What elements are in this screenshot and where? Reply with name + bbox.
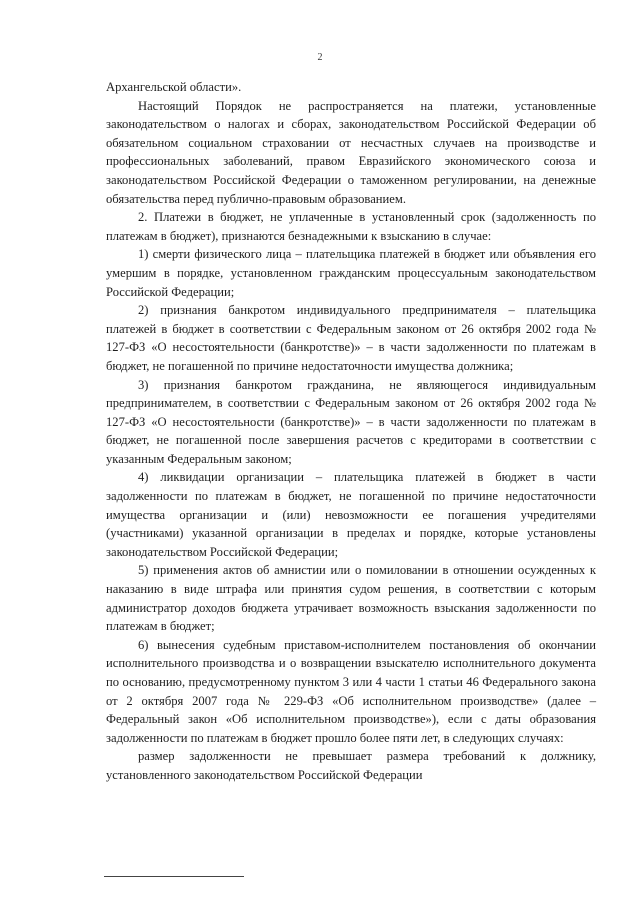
- paragraph-item-5: 5) применения актов об амнистии или о помиловании в отношении осужденных к наказанию в виде штрафа или принятия судом решения, в соответствии с которым администратор доходов бюджета утрачивает возможность взыскания задолженности по платежам в бюджет;: [106, 563, 596, 634]
- paragraph-scope-exclusion: Настоящий Порядок не распространяется на платежи, установленные законодательством о налогах и сборах, законодательством Российской Федерации об обязательном социальном страховании от несчастных случаев на производстве и профессиональных заболеваний, правом Евразийского экономического союза и законодательством Российской Федерации о таможенном регулировании, на денежные обязательства перед публично-правовым образованием.: [106, 98, 596, 206]
- document-body: [106, 78, 596, 785]
- paragraph-item-3: 3) признания банкротом гражданина, не являющегося индивидуальным предпринимателем, в соответствии с Федеральным законом от 26 октября 2002 года № 127-ФЗ «О несостоятельности (банкротстве)» – в части задолженности по платежам в бюджет, не погашенной после завершения расчетов с кредиторами в соответствии с указанным Федеральным законом;: [106, 377, 596, 466]
- paragraph-item-1: 1) смерти физического лица – плательщика платежей в бюджет или объявления его умершим в порядке, установленном гражданским процессуальным законодательством Российской Федерации;: [106, 247, 596, 299]
- paragraph-clause-2: 2. Платежи в бюджет, не уплаченные в установленный срок (задолженность по платежам в бюджет), признаются безнадежными к взысканию в случае:: [106, 210, 596, 243]
- paragraph-region-ending: Архангельской области».: [106, 80, 242, 94]
- paragraph-item-2: 2) признания банкротом индивидуального предпринимателя – плательщика платежей в бюджет в соответствии с Федеральным законом от 26 октября 2002 года № 127-ФЗ «О несостоятельности (банкротстве)» – в части задолженности по платежам в бюджет, не погашенной по причине недостаточности имущества должника;: [106, 303, 596, 373]
- footnote-divider: [104, 876, 244, 877]
- paragraph-item-6: 6) вынесения судебным приставом-исполнителем постановления об окончании исполнительного производства и о возвращении взыскателю исполнительного документа по основанию, предусмотренному пунктом 3 или 4 части 1 статьи 46 Федерального закона от 2 октября 2007 года № 229-ФЗ «Об исполнительном производстве» (далее – Федеральный закон «Об исполнительном производстве»), если с даты образования задолженности по платежам в бюджет прошло более пяти лет, в следующих случаях:: [106, 637, 596, 745]
- paragraph-item-4: 4) ликвидации организации – плательщика платежей в бюджет в части задолженности по платежам в бюджет, не погашенной по причине недостаточности имущества организации и (или) невозможности ее погашения учредителями (участниками) указанной организации в пределах и порядке, которые установлены законодательством Российской Федерации;: [106, 470, 596, 559]
- page-number: 2: [317, 52, 323, 63]
- paragraph-debt-size: размер задолженности не превышает размера требований к должнику, установленного законодательством Российской Федерации: [106, 749, 596, 782]
